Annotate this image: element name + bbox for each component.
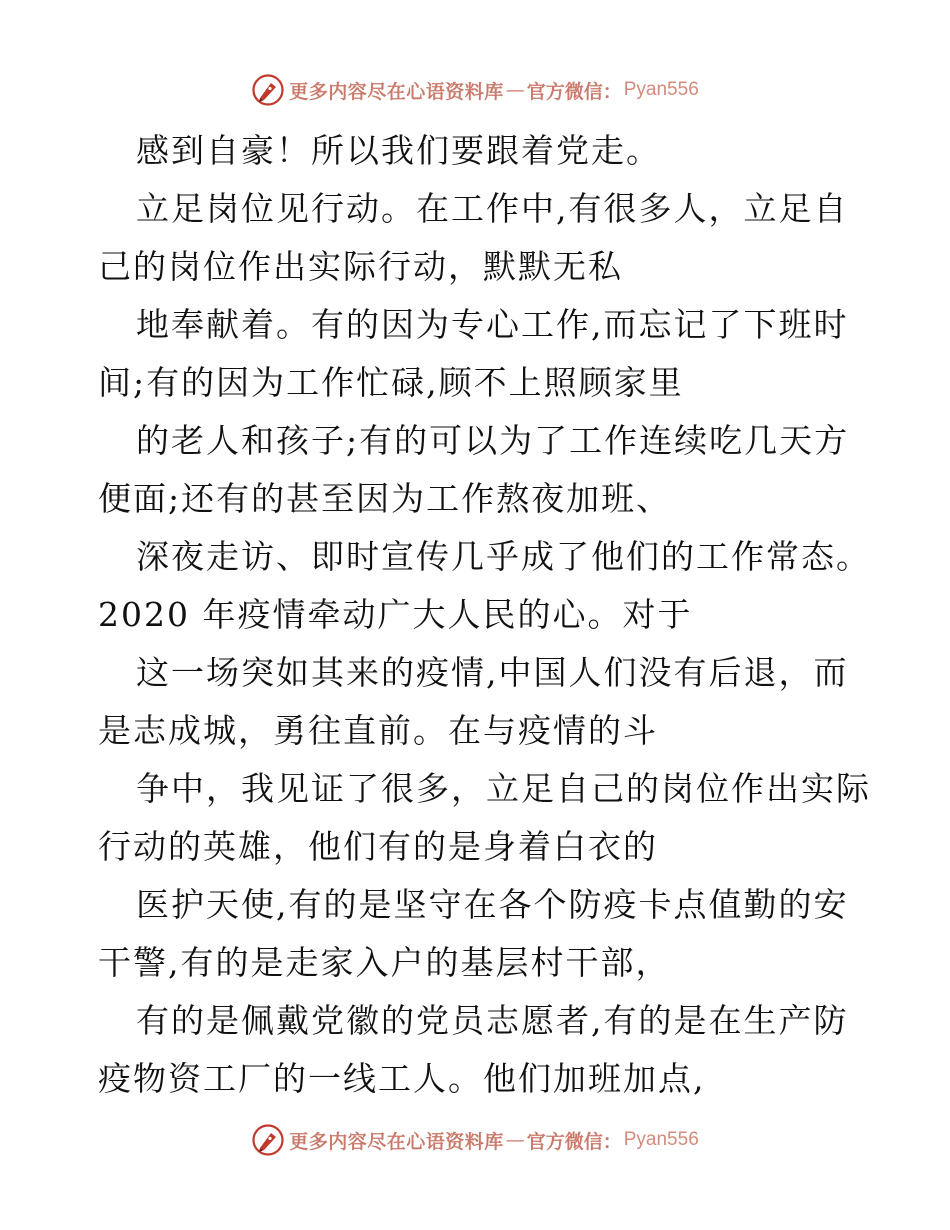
text-line: 疫物资工厂的一线工人。他们加班加点, [98,1059,706,1098]
banner-main-text: 更多内容尽在心语资料库 [289,80,504,103]
text-line: 争中，我见证了很多，立足自己的岗位作出实际 [136,769,871,808]
text-line: 感到自豪！所以我们要跟着党走。 [136,131,661,170]
banner-wechat-label: 官方微信： [526,1130,622,1153]
banner-wechat-label: 官方微信： [526,80,622,103]
banner-wechat-id: Pyan556 [623,1129,699,1150]
banner-dash: — [505,1129,525,1151]
text-line: 是志成城，勇往直前。在与疫情的斗 [98,711,658,750]
text-line: 干警,有的是走家入户的基层村干部， [98,943,671,982]
footer-watermark-banner [0,1122,950,1158]
text-line: 己的岗位作出实际行动，默默无私 [98,247,623,286]
text-line: 有的是佩戴党徽的党员志愿者,有的是在生产防 [136,1001,849,1040]
text-line: 医护天使,有的是坚守在各个防疫卡点值勤的安 [136,885,849,924]
text-line: 的老人和孩子;有的可以为了工作连续吃几天方 [136,421,850,460]
text-line: 行动的英雄，他们有的是身着白衣的 [98,827,658,866]
pen-nib-logo-icon [251,73,285,107]
banner-dash: — [505,79,525,101]
banner-wechat-id: Pyan556 [623,79,699,100]
banner-main-text: 更多内容尽在心语资料库 [289,1130,504,1153]
text-line: 便面;还有的甚至因为工作熬夜加班、 [98,479,672,518]
text-line: 这一场突如其来的疫情,中国人们没有后退，而 [136,653,849,692]
body-text [98,122,871,1108]
text-line: 深夜走访、即时宣传几乎成了他们的工作常态。 [136,537,871,576]
pen-nib-logo-icon [251,1123,285,1157]
text-line: 立足岗位见行动。在工作中,有很多人，立足自 [136,189,849,228]
text-line: 2020 年疫情牵动广大人民的心。对于 [98,595,693,634]
text-line: 间;有的因为工作忙碌,顾不上照顾家里 [98,363,684,402]
header-watermark-banner [0,72,950,108]
text-line: 地奉献着。有的因为专心工作,而忘记了下班时 [136,305,849,344]
